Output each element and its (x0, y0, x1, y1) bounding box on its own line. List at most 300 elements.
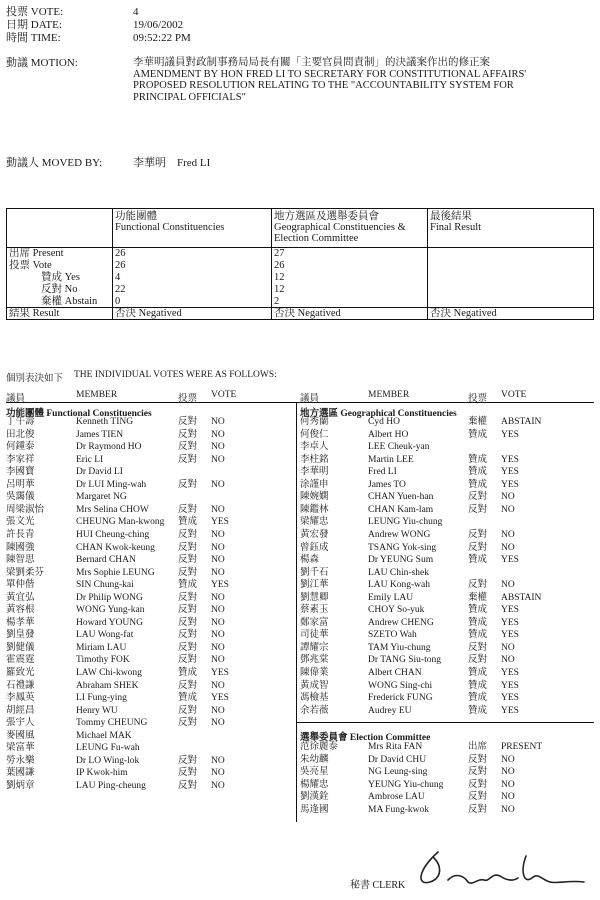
member-name-en: Dr Philip WONG (76, 592, 143, 603)
member-row (300, 680, 590, 693)
results-table (6, 208, 594, 320)
member-name-en: CHEUNG Man-kwong (76, 517, 165, 528)
vote-zh: 反對 (178, 555, 198, 566)
motion-line: AMENDMENT BY HON FRED LI TO SECRETARY FOR CONSTITUTIONAL AFFAIRS' (133, 68, 527, 80)
vote-en: ABSTAIN (501, 592, 542, 603)
member-name-zh: 李卓人 (300, 442, 329, 453)
right-col-member-zh: 議員 (300, 394, 320, 404)
member-name-en: Dr David CHU (368, 754, 427, 765)
vote-en: NO (211, 479, 225, 490)
date-value: 19/06/2002 (133, 19, 184, 31)
vote-en: NO (211, 417, 225, 427)
member-name-zh: 霍震霆 (6, 655, 35, 666)
member-name-zh: 司徒華 (300, 630, 329, 641)
member-name-en: LEUNG Yiu-chung (368, 517, 443, 528)
member-row (6, 504, 296, 517)
vote-en: YES (501, 479, 519, 490)
vote-zh: 贊成 (468, 467, 488, 478)
member-name-zh: 余若薇 (300, 705, 329, 716)
vote-zh: 反對 (468, 504, 488, 515)
vote-en: NO (211, 705, 225, 716)
member-name-en: Mrs Rita FAN (368, 742, 423, 752)
member-row (6, 654, 296, 667)
member-name-zh: 何鍾泰 (6, 442, 35, 453)
member-name-zh: 張宇人 (6, 718, 35, 729)
fc-present: 26 (115, 248, 126, 259)
member-row (300, 766, 590, 779)
member-name-zh: 陳偉業 (300, 668, 329, 678)
member-name-en: WONG Sing-chi (368, 680, 433, 691)
member-name-zh: 劉千石 (300, 567, 329, 578)
member-row (6, 705, 296, 718)
member-row (300, 579, 590, 592)
vote-zh: 反對 (178, 454, 198, 465)
member-name-en: CHAN Yuen-han (368, 492, 434, 503)
member-row (6, 554, 296, 567)
vote-zh: 棄權 (468, 417, 488, 427)
vote-zh: 反對 (178, 429, 198, 440)
member-name-zh: 李柱銘 (300, 454, 329, 465)
gc-abstain: 2 (274, 296, 280, 307)
vote-zh: 反對 (178, 642, 198, 653)
vote-en: YES (501, 605, 519, 616)
member-name-en: Howard YOUNG (76, 617, 143, 628)
member-name-en: SZETO Wah (368, 630, 417, 641)
clerk-signature (408, 842, 588, 892)
row-no-label: 反對 No (41, 284, 78, 295)
row-vote-label: 投票 Vote (9, 260, 52, 271)
member-row (300, 654, 590, 667)
vote-en: NO (501, 792, 515, 803)
member-name-en: TSANG Yok-sing (368, 542, 437, 553)
vote-zh: 反對 (178, 768, 198, 779)
fc-no: 22 (115, 284, 126, 295)
vote-en: YES (501, 668, 519, 678)
member-row (6, 454, 296, 467)
vote-en: NO (501, 779, 515, 790)
vote-en: NO (211, 429, 225, 440)
member-name-zh: 胡經昌 (6, 705, 35, 716)
vote-zh: 出席 (468, 742, 488, 752)
member-row (6, 780, 296, 793)
vote-zh: 反對 (178, 417, 198, 427)
member-name-en: Kenneth TING (76, 417, 134, 427)
member-name-zh: 吳亮星 (300, 767, 329, 778)
member-name-zh: 黃宏發 (300, 529, 329, 540)
motion-label: 動議 MOTION: (6, 57, 78, 69)
member-name-zh: 朱幼麟 (300, 754, 329, 765)
member-name-zh: 勞永樂 (6, 755, 35, 766)
member-name-en: Abraham SHEK (76, 680, 139, 691)
vote-en: PRESENT (501, 742, 543, 752)
clerk-label: 秘書 CLERK (350, 880, 406, 891)
member-row (300, 592, 590, 605)
final-result: 否決 Negatived (430, 308, 497, 319)
member-name-zh: 陳婉嫻 (300, 492, 329, 503)
member-name-zh: 田北俊 (6, 429, 35, 440)
vote-en: NO (501, 542, 515, 553)
member-name-zh: 許長青 (6, 529, 35, 540)
vote-zh: 反對 (468, 655, 488, 666)
member-row (6, 717, 296, 730)
vote-en: NO (211, 617, 225, 628)
member-name-zh: 譚耀宗 (300, 642, 329, 653)
gc-header-en1: Geographical Constituencies & (274, 222, 406, 233)
vote-zh: 贊成 (468, 680, 488, 691)
vote-en: NO (211, 642, 225, 653)
vote-en: YES (501, 555, 519, 566)
time-value: 09:52:22 PM (133, 32, 191, 44)
vote-zh: 贊成 (468, 693, 488, 704)
vote-zh: 反對 (468, 642, 488, 653)
member-name-zh: 張文光 (6, 517, 35, 528)
member-row (300, 491, 590, 504)
vote-en: NO (211, 592, 225, 603)
member-name-en: LEE Cheuk-yan (368, 442, 430, 453)
member-name-zh: 陳鑑林 (300, 504, 329, 515)
vote-zh: 反對 (178, 592, 198, 603)
vote-en: NO (501, 642, 515, 653)
member-row (300, 554, 590, 567)
member-name-zh: 馮檢基 (300, 693, 329, 704)
left-col-member-zh: 議員 (6, 394, 26, 404)
vote-zh: 反對 (468, 542, 488, 553)
vote-en: NO (501, 492, 515, 503)
member-name-en: Andrew WONG (368, 529, 431, 540)
member-name-en: Timothy FOK (76, 655, 130, 666)
vote-zh: 贊成 (178, 693, 198, 704)
member-name-en: SIN Chung-kai (76, 580, 134, 591)
member-name-zh: 劉健儀 (6, 642, 35, 653)
member-name-zh: 羅致光 (6, 668, 35, 678)
member-name-zh: 李家祥 (6, 454, 35, 465)
vote-zh: 反對 (178, 755, 198, 766)
member-name-en: Ambrose LAU (368, 792, 425, 803)
member-row (300, 504, 590, 517)
gc-yes: 12 (274, 272, 285, 283)
right-col-vote-zh: 投票 (468, 394, 488, 404)
member-name-en: LAU Ping-cheung (76, 780, 146, 791)
vote-en: ABSTAIN (501, 417, 542, 427)
member-row (300, 516, 590, 529)
vote-en: YES (501, 705, 519, 716)
vote-zh: 反對 (178, 630, 198, 641)
fc-header-en: Functional Constituencies (115, 222, 225, 233)
vote-zh: 贊成 (468, 479, 488, 490)
member-row (6, 516, 296, 529)
member-name-zh: 黃宜弘 (6, 592, 35, 603)
member-name-zh: 李鳳英 (6, 693, 35, 704)
member-name-zh: 范徐麗泰 (300, 742, 339, 752)
member-name-en: LAU Kong-wah (368, 580, 431, 591)
vote-zh: 反對 (468, 580, 488, 591)
member-row (6, 491, 296, 504)
vote-zh: 贊成 (178, 580, 198, 591)
vote-en: NO (211, 567, 225, 578)
vote-zh: 反對 (178, 442, 198, 453)
motion-line: PROPOSED RESOLUTION RELATING TO THE "ACCOUNTABILITY SYSTEM FOR (133, 80, 514, 91)
member-row (6, 529, 296, 542)
vote-zh: 贊成 (468, 668, 488, 678)
motion-line: 李華明議員對政制事務局局長有關「主要官員問責制」的決議案作出的修正案 (133, 57, 490, 68)
member-name-en: Henry WU (76, 705, 118, 716)
member-row (300, 642, 590, 655)
member-row (6, 479, 296, 492)
moved-by-label: 動議人 MOVED BY: (6, 157, 103, 169)
member-name-en: Albert CHAN (368, 668, 422, 678)
member-name-en: CHAN Kwok-keung (76, 542, 155, 553)
member-row (6, 742, 296, 755)
vote-en: YES (501, 680, 519, 691)
vote-en: NO (501, 754, 515, 765)
vote-zh: 贊成 (468, 617, 488, 628)
vote-en: NO (211, 755, 225, 766)
vote-zh: 贊成 (468, 605, 488, 616)
column-divider (296, 402, 297, 822)
vote-en: NO (211, 630, 225, 641)
member-row (6, 416, 296, 429)
vote-en: NO (211, 504, 225, 515)
vote-en: NO (501, 655, 515, 666)
member-name-en: Tommy CHEUNG (76, 718, 148, 729)
member-row (300, 667, 590, 680)
vote-zh: 反對 (178, 655, 198, 666)
vote-en: NO (211, 718, 225, 729)
fc-section-title: 功能團體 Functional Constituencies (6, 409, 152, 419)
member-name-zh: 楊耀忠 (300, 779, 329, 790)
member-name-en: IP Kwok-him (76, 768, 128, 779)
member-row (6, 542, 296, 555)
final-header-zh: 最後結果 (430, 211, 472, 222)
member-row (6, 730, 296, 743)
final-header-en: Final Result (430, 222, 482, 233)
member-row (6, 579, 296, 592)
member-name-en: Dr YEUNG Sum (368, 555, 434, 566)
vote-zh: 反對 (178, 504, 198, 515)
gc-result: 否決 Negatived (274, 308, 341, 319)
row-abstain-label: 棄權 Abstain (41, 296, 98, 307)
gc-header-en2: Election Committee (274, 233, 359, 244)
date-label: 日期 DATE: (6, 19, 62, 31)
row-result-label: 結果 Result (9, 308, 60, 319)
member-name-zh: 丁午壽 (6, 417, 35, 427)
vote-en: NO (501, 804, 515, 815)
vote-en: YES (501, 630, 519, 641)
member-name-zh: 鄧兆棠 (300, 655, 329, 666)
member-name-zh: 楊森 (300, 555, 320, 566)
member-name-en: Michael MAK (76, 730, 132, 741)
member-name-zh: 何秀蘭 (300, 417, 329, 427)
member-name-en: LAU Chin-shek (368, 567, 429, 578)
member-row (300, 617, 590, 630)
member-name-zh: 劉炳章 (6, 780, 35, 791)
member-name-zh: 曾鈺成 (300, 542, 329, 553)
member-name-en: LAW Chi-kwong (76, 668, 142, 678)
member-row (300, 441, 590, 454)
vote-zh: 贊成 (468, 454, 488, 465)
member-name-en: Cyd HO (368, 417, 400, 427)
moved-by-value: 李華明 Fred LI (133, 157, 211, 169)
left-col-vote-zh: 投票 (178, 394, 198, 404)
member-name-zh: 梁耀忠 (300, 517, 329, 528)
vote-en: YES (501, 693, 519, 704)
member-name-en: MA Fung-kwok (368, 804, 429, 815)
member-name-zh: 李華明 (300, 467, 329, 478)
member-name-en: Audrey EU (368, 705, 412, 716)
member-name-en: LEUNG Fu-wah (76, 743, 140, 754)
vote-en: NO (211, 529, 225, 540)
vote-zh: 贊成 (468, 705, 488, 716)
vote-zh: 反對 (468, 779, 488, 790)
member-name-zh: 黃成智 (300, 680, 329, 691)
vote-zh: 反對 (468, 804, 488, 815)
member-row (300, 791, 590, 804)
vote-en: YES (211, 668, 229, 678)
member-row (6, 567, 296, 580)
member-name-en: Eric LI (76, 454, 104, 465)
vote-zh: 反對 (178, 567, 198, 578)
member-name-zh: 周梁淑怡 (6, 504, 45, 515)
member-row (6, 680, 296, 693)
member-name-en: TAM Yiu-chung (368, 642, 431, 653)
member-row (300, 542, 590, 555)
member-name-zh: 呂明華 (6, 479, 35, 490)
vote-zh: 反對 (468, 792, 488, 803)
member-row (300, 692, 590, 705)
member-name-en: Fred LI (368, 467, 397, 478)
vote-zh: 贊成 (468, 429, 488, 440)
member-name-zh: 鄭家富 (300, 617, 329, 628)
vote-en: YES (501, 467, 519, 478)
member-row (6, 629, 296, 642)
member-name-en: Margaret NG (76, 492, 127, 503)
member-name-en: HUI Cheung-ching (76, 529, 150, 540)
vote-en: NO (211, 442, 225, 453)
member-name-en: Dr Raymond HO (76, 442, 142, 453)
member-row (6, 617, 296, 630)
member-name-zh: 單仲偕 (6, 580, 35, 591)
member-name-en: James TIEN (76, 429, 124, 440)
member-row (6, 592, 296, 605)
vote-zh: 贊成 (178, 517, 198, 528)
row-yes-label: 贊成 Yes (41, 272, 80, 283)
vote-en: YES (211, 693, 229, 704)
member-row (6, 667, 296, 680)
vote-en: NO (211, 555, 225, 566)
member-row (6, 692, 296, 705)
member-name-en: Andrew CHENG (368, 617, 434, 628)
member-row (6, 642, 296, 655)
right-col-member-en: MEMBER (368, 390, 410, 400)
vote-en: NO (501, 504, 515, 515)
individual-title-zh: 個別表決如下 (6, 374, 64, 384)
member-row (300, 754, 590, 767)
vote-zh: 反對 (468, 492, 488, 503)
member-name-en: Frederick FUNG (368, 693, 433, 704)
vote-zh: 反對 (468, 529, 488, 540)
member-name-en: Mrs Sophie LEUNG (76, 567, 155, 578)
vote-label: 投票 VOTE: (6, 6, 64, 18)
member-name-zh: 葉國謙 (6, 768, 35, 779)
vote-en: NO (501, 767, 515, 778)
member-name-zh: 陳智思 (6, 555, 35, 566)
vote-zh: 棄權 (468, 592, 488, 603)
vote-zh: 反對 (178, 780, 198, 791)
vote-number: 4 (133, 6, 139, 18)
member-row (300, 741, 590, 754)
vote-en: NO (211, 454, 225, 465)
left-col-vote-en: VOTE (211, 390, 237, 400)
vote-zh: 反對 (178, 605, 198, 616)
member-row (300, 705, 590, 718)
member-row (300, 454, 590, 467)
member-row (300, 604, 590, 617)
member-row (6, 429, 296, 442)
fc-header-zh: 功能團體 (115, 211, 157, 222)
member-name-zh: 吳靄儀 (6, 492, 35, 503)
fc-yes: 4 (115, 272, 121, 283)
member-name-zh: 劉漢銓 (300, 792, 329, 803)
member-name-zh: 梁富華 (6, 743, 35, 754)
vote-en: NO (211, 655, 225, 666)
vote-en: NO (501, 529, 515, 540)
member-name-en: Dr LO Wing-lok (76, 755, 140, 766)
member-name-en: Dr David LI (76, 467, 123, 478)
member-name-zh: 涂謹申 (300, 479, 329, 490)
member-row (300, 416, 590, 429)
member-name-zh: 黃容根 (6, 605, 35, 616)
member-name-zh: 劉慧卿 (300, 592, 329, 603)
fc-vote: 26 (115, 260, 126, 271)
member-name-zh: 石禮謙 (6, 680, 35, 691)
member-name-en: YEUNG Yiu-chung (368, 779, 444, 790)
member-row (300, 629, 590, 642)
vote-zh: 贊成 (468, 630, 488, 641)
vote-en: YES (211, 580, 229, 591)
member-name-zh: 劉江華 (300, 580, 329, 591)
ec-rule (296, 722, 594, 723)
vote-en: YES (501, 617, 519, 628)
member-name-en: James TO (368, 479, 406, 490)
member-row (6, 441, 296, 454)
member-name-en: Miriam LAU (76, 642, 127, 653)
member-name-en: LAU Wong-fat (76, 630, 134, 641)
right-col-vote-en: VOTE (501, 390, 527, 400)
vote-en: YES (501, 429, 519, 440)
individual-title-en: THE INDIVIDUAL VOTES WERE AS FOLLOWS: (74, 370, 277, 380)
member-row (300, 429, 590, 442)
vote-zh: 反對 (178, 680, 198, 691)
gc-present: 27 (274, 248, 285, 259)
member-name-zh: 何俊仁 (300, 429, 329, 440)
vote-zh: 反對 (178, 705, 198, 716)
vote-en: NO (211, 780, 225, 791)
member-name-en: LI Fung-ying (76, 693, 127, 704)
vote-en: YES (501, 454, 519, 465)
vote-en: NO (501, 580, 515, 591)
member-name-en: Martin LEE (368, 454, 414, 465)
member-name-zh: 麥國風 (6, 730, 35, 741)
vote-en: YES (211, 517, 229, 528)
vote-en: NO (211, 542, 225, 553)
member-name-zh: 楊孝華 (6, 617, 35, 628)
member-name-en: CHOY So-yuk (368, 605, 425, 616)
member-name-en: Dr LUI Ming-wah (76, 479, 147, 490)
fc-result: 否決 Negatived (115, 308, 182, 319)
vote-zh: 反對 (178, 479, 198, 490)
member-name-zh: 劉皇發 (6, 630, 35, 641)
gc-section-title: 地方選區 Geographical Constituencies (300, 409, 457, 419)
